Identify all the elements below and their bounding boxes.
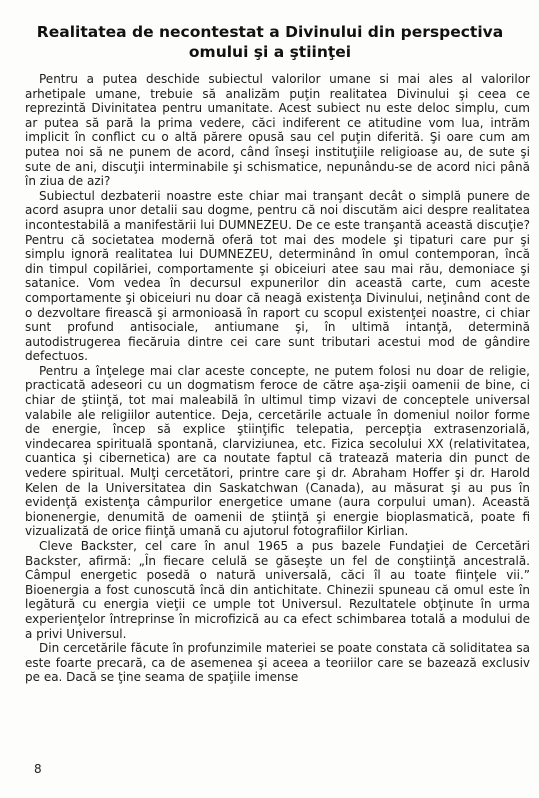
chapter-title [20, 22, 520, 62]
paragraph-4: Cleve Backster, cel care în anul 1965 a pus bazele Fundaţiei de Cercetări Backster, afirmă: „În fiecare celulă se găseşte un fel de conştiinţă ancestrală. Câmpul energetic posedă o natură universală, căci îl au toate fiinţele vii.” Bioenergia a fost cunoscută încă din antichitate. Chinezii spuneau că omul este în legătură cu energia vieţii ce umple tot Universul. Rezultatele obţinute în urma experienţelor întreprinse în microfizică au ca efect schimbarea totală a modului de a privi Universul. [25, 539, 530, 641]
chapter-title-line-2: omului şi a ştiinţei [188, 43, 352, 61]
paragraph-1: Pentru a putea deschide subiectul valorilor umane si mai ales al valorilor arhetipale umane, trebuie să analizăm puţin realitatea Divinului şi ceea ce reprezintă Divinitatea pentru umanitate. Acest subiect nu este deloc simplu, cum ar putea să pară la prima vedere, căci indiferent ce atitudine vom lua, intrăm implicit în conflict cu o altă părere opusă sau cel puţin diferită. Şi oare cum am putea noi să ne punem de acord, când înseşi instituţiile religioase au, de sute şi sute de ani, discuţii interminabile şi schismatice, nepunându-se de acord nici până în ziua de azi? [25, 72, 530, 189]
chapter-title-line-1: Realitatea de necontestat a Divinului din perspectiva [36, 23, 504, 41]
page-number: 8 [34, 762, 42, 776]
paragraph-3: Pentru a înţelege mai clar aceste concepte, ne putem folosi nu doar de religie, practicată adeseori cu un dogmatism feroce de către aşa-zişii oamenii de bine, ci chiar de ştiinţă, tot mai maleabilă în ultimul timp vizavi de conceptele universal valabile ale religiilor autentice. Deja, cercetările actuale în domeniul noilor forme de energie, încep să explice ştiinţific telepatia, percepţia extrasenzorială, vindecarea spirituală spontană, clarviziunea, etc. Fizica secolului XX (relativitatea, cuantica şi cibernetica) are ca noutate faptul că tratează materia din punct de vedere spiritual. Mulţi cercetători, printre care şi dr. Abraham Hoffer şi dr. Harold Kelen de la Universitatea din Saskatchwan (Canada), au măsurat şi au pus în evidenţă existenţa câmpurilor energetice umane (aura corpului uman). Această bionenergie, denumită de oamenii de ştiinţă şi energie bioplasmatică, poate fi vizualizată de orice fiinţă umană cu ajutorul fotografiilor Kirlian. [25, 363, 530, 539]
paragraph-2: Subiectul dezbaterii noastre este chiar mai tranşant decât o simplă punere de acord asupra unor detalii sau dogme, pentru că noi discutăm aici despre realitatea incontestabilă a manifestării lui DUMNEZEU. De ce este tranşantă această discuţie? Pentru că societatea modernă oferă tot mai des modele şi tipaturi care pur şi simplu ignoră realitatea lui DUMNEZEU, determinând în omul contemporan, încă din timpul copilăriei, comportamente şi obiceiuri atee sau mai rău, demoniace şi satanice. Vom vedea în decursul expunerilor din această carte, cum aceste comportamente şi obiceiuri nu doar că neagă existenţa Divinului, neţinând cont de o dezvoltare firească şi armonioasă în raport cu scopul existenţei noastre, ci chiar sunt profund antisociale, antiumane şi, în ultimă intanţă, determină autodistrugerea fiecăruia dintre cei care sunt tributari acestui mod de gândire defectuos. [25, 188, 530, 364]
paragraph-5: Din cercetările făcute în profunzimile materiei se poate constata că soliditatea sa este foarte precară, ca de asemenea şi aceea a teoriilor care se bazează exclusiv pe ea. Dacă se ţine seama de spaţiile imense [25, 641, 530, 685]
body-text [25, 72, 530, 685]
